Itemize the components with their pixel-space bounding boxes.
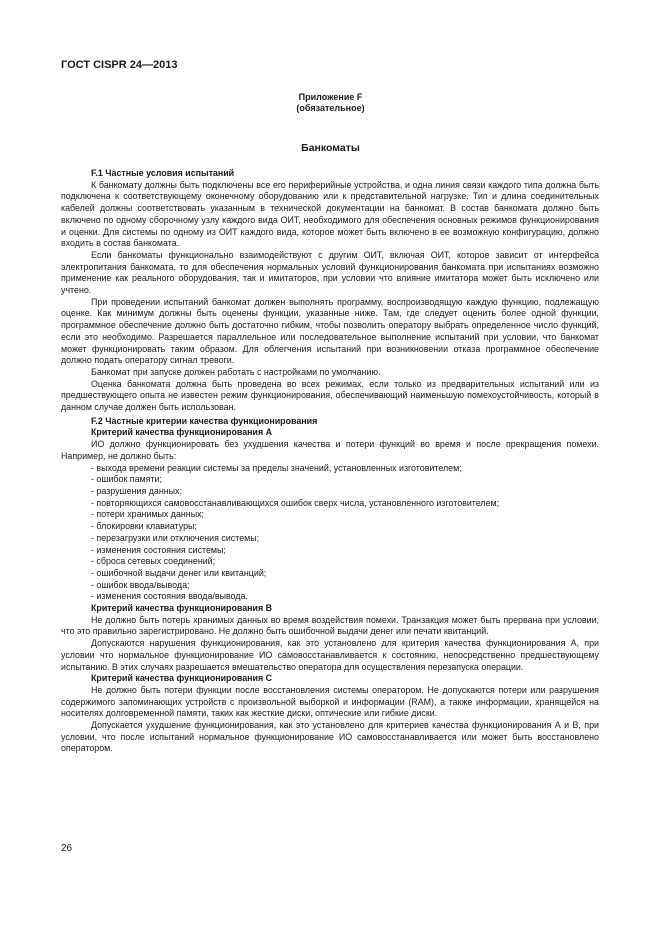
list-item: - блокировки клавиатуры;	[91, 521, 197, 532]
criterion-a-title: Критерий качества функционирования А	[91, 427, 273, 438]
paragraph: Если банкоматы функционально взаимодействуют с другим ОИТ, включая ОИТ, которое зависит от интерфейса электропитания банкомата, то для обеспечения нормальных условий функционирования банкомата при испытаниях возможно применение как реального оборудования, так и имитаторов, при условии что влияние имитатора может быть исключено или учтено.	[61, 249, 599, 296]
paragraph: Оценка банкомата должна быть проведена во всех режимах, если только из предварительных испытаний или из предшествующего опыта не известен режим функционирования, обеспечивающий наименьшую помехоустойчивость, который в данном случае должен быть использован.	[61, 378, 599, 413]
criterion-c-title: Критерий качества функционирования С	[91, 673, 273, 684]
list-item: - выхода времени реакции системы за пределы значений, установленных изготовителем;	[91, 462, 462, 473]
paragraph: Допускаются нарушения функционирования, как это установлено для критерия качества функционирования А, при условии что нормальное функционирование ИО самовосстанавливается к состоянию, непосредственно предшествующему испытанию. В этих случаях разрешается вмешательство оператора для осуществления перезапуска операции.	[61, 638, 599, 672]
list-item: - потери хранимых данных;	[91, 509, 204, 520]
paragraph: К банкомату должны быть подключены все его периферийные устройства, и одна линия связи каждого типа должна быть подключена к соответствующему оконечному оборудованию или к представительной нагрузке. Тип и длина соединительных кабелей должны соответствовать указанным в технической документации на банкомат. В состав банкомата должно быть включено по одному сборочному узлу каждого вида ОИТ, необходимого для обеспечения основных режимов функционирования и оценки. Для системы по одному из ОИТ каждого вида, которое может быть включено в ее возможную конфигурацию, должно входить в состав банкомата.	[61, 179, 599, 249]
list-item: - перезагрузки или отключения системы;	[91, 532, 260, 543]
list-item: - ошибочной выдачи денег или квитанций;	[91, 567, 267, 578]
page-number: 26	[61, 843, 73, 854]
appendix-heading	[0, 92, 661, 114]
list-item: - ошибок ввода/вывода;	[91, 579, 190, 590]
list-item: - разрушения данных;	[91, 485, 182, 496]
paragraph: Допускается ухудшение функционирования, как это установлено для критериев качества функционирования А и В, при условии, что после испытаний нормальное функционирование ИО самовосстанавливается или может быть восстановлено оператором.	[61, 720, 599, 754]
document-title: Банкоматы	[301, 142, 360, 154]
paragraph: Не должно быть потери функции после восстановления системы оператором. Не допускаются потери или разрушения содержимого запоминающих устройств с произвольной выборкой и информации (RAM), а также информации, хранящейся на носителях долговременной памяти, таких как жесткие диски, оптические или гибкие диски.	[61, 684, 599, 719]
paragraph: При проведении испытаний банкомат должен выполнять программу, воспроизводящую каждую функцию, подлежащую оценке. Как минимум должны быть оценены функции, указанные ниже. Там, где следует оценить более одной функции, программное обеспечение должно быть достаточно гибким, чтобы позволить оператору выбрать определенное число функций, если это необходимо. Разрешается параллельное или последовательное выполнение испытаний при условии, что банкомат может функционировать таким образом. Для облегчения испытаний при возникновении отказа программное обеспечение должно подать оператору сигнал тревоги.	[61, 296, 599, 366]
list-item: - изменения состояния ввода/вывода.	[91, 591, 248, 602]
paragraph: Не должно быть потерь хранимых данных во время воздействия помехи. Транзакция может быть прервана при условии, что это правильно зарегистрировано. Не должно быть ошибочной выдачи денег или печати квитанций.	[61, 614, 599, 637]
paragraph: ИО должно функционировать без ухудшения качества и потери функций во время и после прекращения помехи. Например, не должно быть:	[61, 439, 599, 461]
criterion-b-title: Критерий качества функционирования В	[91, 603, 273, 614]
list-item: - сброса сетевых соединений;	[91, 556, 216, 567]
list-item: - изменения состояния системы;	[91, 544, 226, 555]
section-f1-title: F.1 Частные условия испытаний	[91, 168, 235, 178]
list-item: - ошибок памяти;	[91, 474, 162, 485]
appendix-title: Приложение F	[298, 92, 363, 102]
standard-header: ГОСТ CISPR 24—2013	[61, 59, 178, 71]
appendix-status: (обязательное)	[296, 103, 365, 113]
document-body	[61, 166, 599, 755]
list-item: - повторяющихся самовосстанавливающихся ошибок сверх числа, установленного изготовителем;	[91, 497, 500, 508]
section-f2-title: F.2 Частные критерии качества функционирования	[91, 415, 318, 426]
paragraph: Банкомат при запуске должен работать с настройками по умолчанию.	[91, 366, 381, 377]
